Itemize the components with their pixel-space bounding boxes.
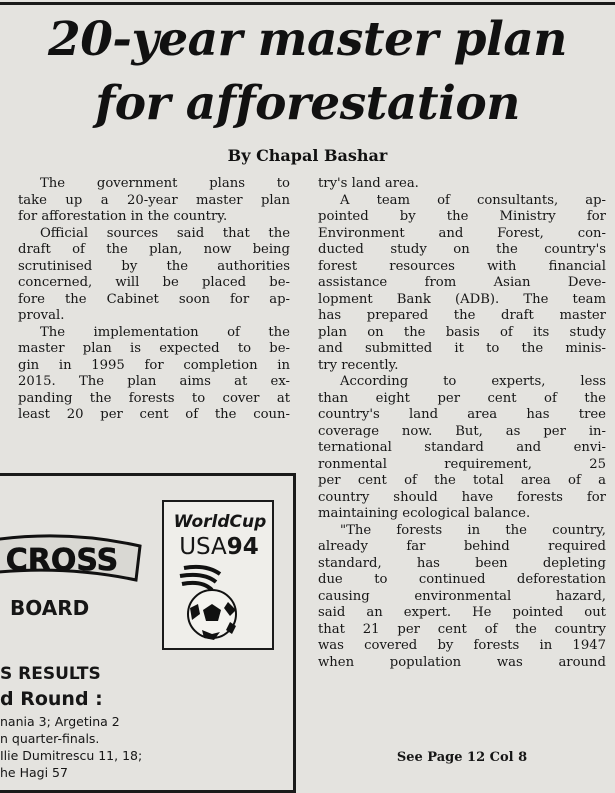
worldcup-logo-title: WorldCup xyxy=(173,512,267,532)
text-line: already far behind required xyxy=(318,539,606,554)
text-line: per cent of the total area of a xyxy=(318,473,606,488)
text-line: lopment Bank (ADB). The team xyxy=(318,291,606,307)
text-line: draft of the plan, now being xyxy=(18,242,290,257)
text-line: According to experts, less xyxy=(340,374,606,389)
text-line: Official sources said that the xyxy=(40,225,290,241)
text-line: for afforestation in the country. xyxy=(18,209,228,224)
text-line: that 21 per cent of the country xyxy=(318,621,606,637)
results-heading: S RESULTS xyxy=(0,664,101,684)
text-line: standard, has been depleting xyxy=(318,555,606,571)
text-line: gin in 1995 for completion in xyxy=(18,357,290,373)
text-line: proval. xyxy=(18,308,65,323)
text-line: when population was around xyxy=(318,654,606,670)
text-line: ducted study on the country's xyxy=(318,242,606,257)
text-line: plan on the basis of its study xyxy=(318,324,606,340)
text-line: try recently. xyxy=(318,357,399,373)
logo-usa-text: USA xyxy=(179,534,227,560)
byline: By Chapal Bashar xyxy=(227,146,388,165)
logo-year-text: 94 xyxy=(226,534,259,560)
headline-line-2: for afforestation xyxy=(95,76,520,131)
cross-banner-text: CROSS xyxy=(5,543,119,578)
soccer-ball-emblem-icon xyxy=(176,564,260,646)
text-line: master plan is expected to be- xyxy=(18,341,290,356)
round-heading: d Round : xyxy=(0,688,103,710)
text-line: scrutinised by the authorities xyxy=(18,258,290,274)
text-line: said an expert. He pointed out xyxy=(318,605,606,620)
text-line: and submitted it to the minis- xyxy=(318,341,606,356)
text-line: country should have forests for xyxy=(318,489,606,505)
worldcup-logo-usa xyxy=(168,534,270,560)
headline-line-1: 20-year master plan xyxy=(48,12,567,67)
text-line: due to continued deforestation xyxy=(318,572,606,587)
article-column-right xyxy=(318,176,606,671)
text-line: A team of consultants, ap- xyxy=(340,192,606,208)
text-line: take up a 20-year master plan xyxy=(18,192,290,208)
worldcup-logo xyxy=(162,500,274,650)
result-line: he Hagi 57 xyxy=(0,765,68,780)
text-line: has prepared the draft master xyxy=(318,308,606,323)
text-line: ronmental requirement, 25 xyxy=(318,456,606,472)
text-line: 2015. The plan aims at ex- xyxy=(18,374,290,389)
article-column-left xyxy=(18,176,290,424)
text-line: panding the forests to cover at xyxy=(18,390,290,406)
text-line: forest resources with financial xyxy=(318,258,606,274)
result-line: nania 3; Argetina 2 xyxy=(0,714,120,729)
text-line: least 20 per cent of the coun- xyxy=(18,407,290,422)
text-line: ternational standard and envi- xyxy=(318,440,606,455)
text-line: The government plans to xyxy=(40,176,290,191)
cross-banner xyxy=(0,528,142,584)
text-line: Environment and Forest, con- xyxy=(318,225,606,241)
text-line: causing environmental hazard, xyxy=(318,588,606,604)
text-line: fore the Cabinet soon for ap- xyxy=(18,291,290,307)
result-line: n quarter-finals. xyxy=(0,731,100,746)
text-line: The implementation of the xyxy=(40,324,290,340)
text-line: was covered by forests in 1947 xyxy=(318,638,606,653)
text-line: concerned, will be placed be- xyxy=(18,275,290,290)
text-line: try's land area. xyxy=(318,176,419,191)
text-line: country's land area has tree xyxy=(318,407,606,422)
text-line: pointed by the Ministry for xyxy=(318,209,606,224)
continuation-note: See Page 12 Col 8 xyxy=(396,750,528,765)
text-line: coverage now. But, as per in- xyxy=(318,423,606,439)
text-line: assistance from Asian Deve- xyxy=(318,275,606,290)
text-line: maintaining ecological balance. xyxy=(318,506,531,521)
top-rule xyxy=(0,2,615,5)
result-line: Ilie Dumitrescu 11, 18; xyxy=(0,748,143,763)
text-line: than eight per cent of the xyxy=(318,390,606,406)
board-label: BOARD xyxy=(10,596,90,620)
text-line: "The forests in the country, xyxy=(340,522,606,538)
